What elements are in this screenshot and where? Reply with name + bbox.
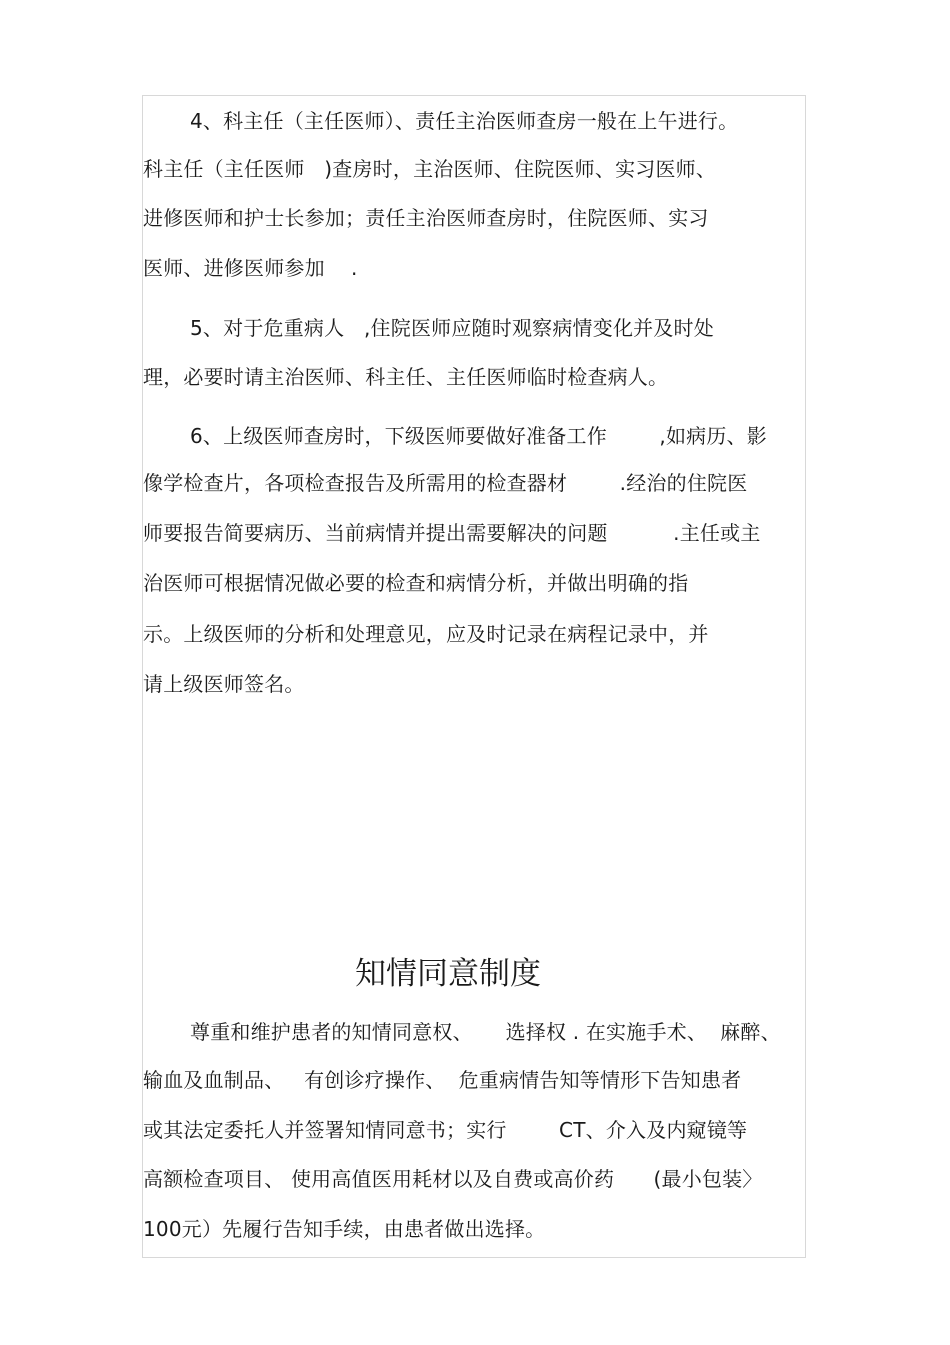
consent-line-1: 尊重和维护患者的知情同意权、 选择权 . 在实施手术、 麻醉、 — [190, 1020, 781, 1044]
para4-line-2: 科主任（主任医师 )查房时，主治医师、住院医师、实习医师、 — [143, 157, 717, 181]
consent-line-4: 高额检查项目、 使用高值医用耗材以及自费或高价药 (最小包装〉 — [143, 1167, 763, 1191]
para6-line-6: 请上级医师签名。 — [143, 672, 305, 696]
consent-line-5: 100元）先履行告知手续，由患者做出选择。 — [143, 1217, 546, 1241]
para6-line-1: 6、上级医师查房时，下级医师要做好准备工作 ,如病历、影 — [190, 424, 767, 448]
para5-line-1: 5、对于危重病人 ,住院医师应随时观察病情变化并及时处 — [190, 316, 714, 340]
para4-line-3: 进修医师和护士长参加；责任主治医师查房时，住院医师、实习 — [143, 206, 709, 230]
para4-line-4: 医师、进修医师参加 . — [143, 256, 358, 280]
para5-line-2: 理，必要时请主治医师、科主任、主任医师临时检查病人。 — [143, 365, 669, 389]
section-title: 知情同意制度 — [355, 956, 541, 992]
consent-line-2: 输血及血制品、 有创诊疗操作、 危重病情告知等情形下告知患者 — [143, 1068, 742, 1092]
para6-line-2: 像学检查片，各项检查报告及所需用的检查器材 .经治的住院医 — [143, 471, 748, 495]
para6-line-4: 治医师可根据情况做必要的检查和病情分析，并做出明确的指 — [143, 571, 689, 595]
consent-line-3: 或其法定委托人并签署知情同意书；实行 CT、介入及内窥镜等 — [143, 1118, 748, 1142]
para4-line-1: 4、科主任（主任医师）、责任主治医师查房一般在上午进行。 — [190, 109, 739, 133]
para6-line-5: 示。上级医师的分析和处理意见，应及时记录在病程记录中，并 — [143, 622, 709, 646]
para6-line-3: 师要报告简要病历、当前病情并提出需要解决的问题 .主任或主 — [143, 521, 761, 545]
